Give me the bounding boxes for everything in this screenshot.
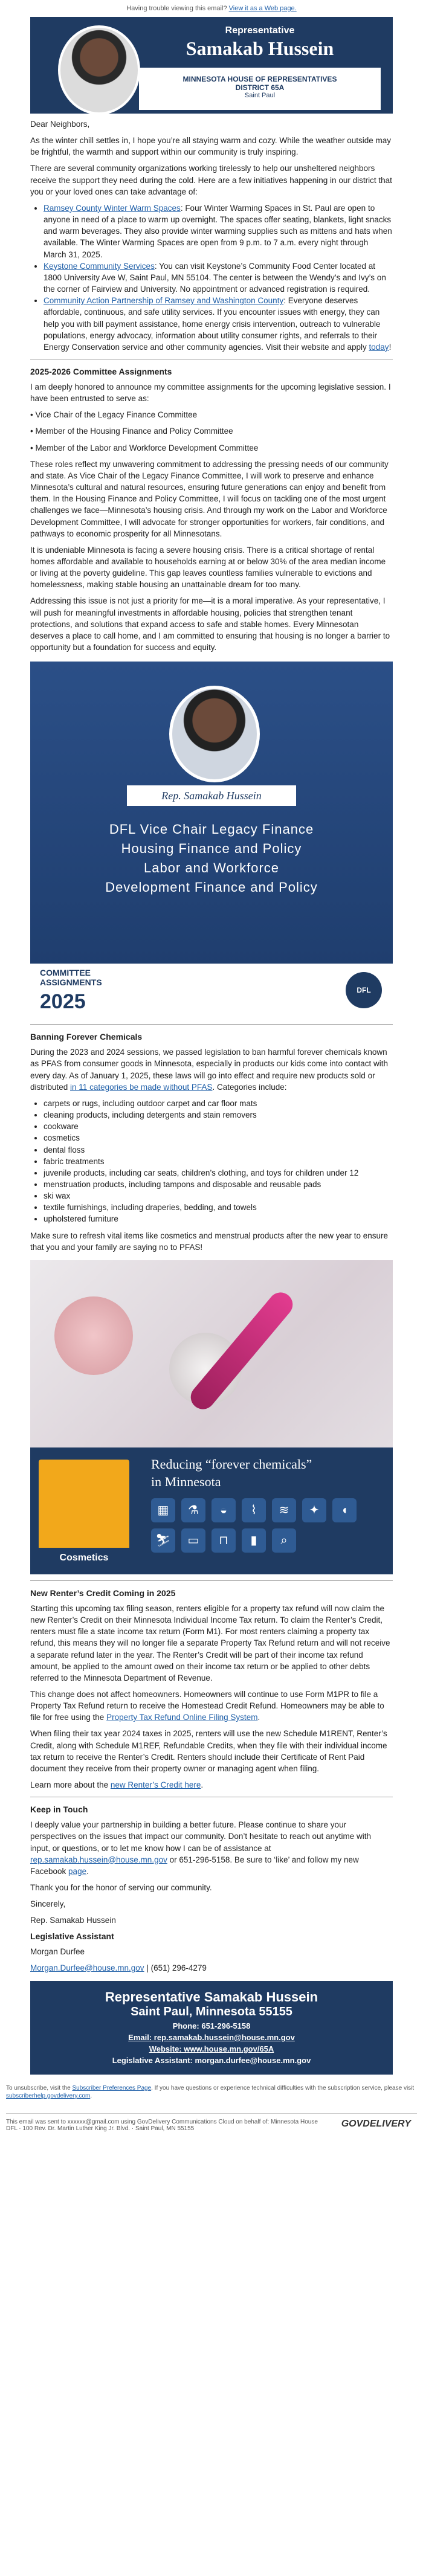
renter-p4b: . (201, 1780, 204, 1790)
renter-credit-link[interactable]: new Renter’s Credit here (110, 1780, 201, 1790)
committees-title: 2025-2026 Committee Assignments (30, 366, 172, 376)
blush-powder-icon (54, 1296, 133, 1375)
resource-list (30, 202, 393, 353)
capra-link[interactable]: Community Action Partnership of Ramsey and Washington County (44, 296, 284, 306)
list-item: • juvenile products, including car seats, children’s clothing, and toys for children under 12 (44, 1167, 393, 1179)
contact-p1c: . (86, 1866, 89, 1876)
renter-p3: When filing their tax year 2024 taxes in 2025, renters will use the new Schedule M1RENT, Renter’s Credit, along with Schedule M1REF, Refundable Credits, when they file with their individual income tax return to receive the Renter’s Credit. Renters should include their Certificate of Rent Paid document they receive from their property owner or managing agent when filing. (30, 1729, 387, 1773)
committee-item: • Member of the Labor and Workforce Development Committee (30, 443, 259, 452)
category-icons (151, 1498, 381, 1553)
renter-section (30, 1580, 393, 1791)
renter-p2b: . (257, 1713, 260, 1722)
pfas-banner-title1: Reducing “forever chemicals” (151, 1456, 312, 1472)
la-contact (30, 1962, 393, 1974)
list-item: • fabric treatments (44, 1156, 393, 1167)
pfas-banner-title2: in Minnesota (151, 1473, 221, 1489)
pfas-p1 (30, 1046, 393, 1093)
pfas-p1b: . Categories include: (212, 1082, 287, 1092)
rep-photo (58, 25, 140, 115)
footer-email (36, 2033, 387, 2042)
pfas-section (30, 1024, 393, 1253)
sofa-icon: ⊓ (212, 1528, 236, 1553)
keystone-link[interactable]: Keystone Community Services (44, 261, 155, 271)
floss-icon: ⌇ (242, 1498, 266, 1522)
pad-icon: ◖ (332, 1498, 357, 1522)
banner-committee: COMMITTEE (40, 968, 91, 978)
apply-today-link[interactable]: today (369, 342, 389, 352)
footer-email-link[interactable]: Email: rep.samakab.hussein@house.mn.gov (128, 2032, 295, 2042)
list-item-end: ! (389, 342, 392, 352)
email-body (30, 17, 393, 2075)
unsub-text-c: . (90, 2092, 92, 2099)
contact-p1 (30, 1819, 393, 1877)
ski-icon: ⛷ (151, 1528, 175, 1553)
pfas-banner-bottom (30, 1447, 393, 1574)
dfl-logo-icon: DFL (346, 972, 382, 1008)
pfas-p2: Make sure to refresh vital items like cosmetics and menstrual products after the new year to ensure that you and your family are saying no to PFAS! (30, 1231, 389, 1252)
pfas-list (30, 1098, 393, 1225)
contact-title: Keep in Touch (30, 1805, 88, 1815)
list-item (44, 295, 393, 353)
list-item: • menstruation products, including tampons and disposable and reusable pads (44, 1179, 393, 1190)
contact-p1a: I deeply value your partnership in building a better future. Please continue to share your perspectives on the issues that impact our community. Don’t hesitate to reach out anytime with input, or questions, or to let me know how I can be of assistance at (30, 1820, 372, 1853)
bottom-line (6, 2113, 417, 2143)
banner-titles (48, 820, 375, 897)
list-item-text: : Everyone deserves affordable, continuous, and safe utility services. If you encounter issues with energy, they can help you with bill payment assistance, home energy crisis intervention, outreach to vulnerable populations, energy advocacy, information about utility consumer rights, and referrals to their Energy Conservation service and other community agencies. Visit their website and apply (44, 296, 381, 352)
intro-p2: There are several community organizations working tirelessly to help our unsheltered neighbors receive the support they need during the cold. Here are a few initiatives happening in our district that you or your loved ones can take advantage of: (30, 164, 392, 196)
header-band (139, 68, 381, 110)
renter-p4a: Learn more about the (30, 1780, 111, 1790)
carpet-icon: ▦ (151, 1498, 175, 1522)
ptr-filing-link[interactable]: Property Tax Refund Online Filing System (106, 1713, 258, 1722)
committees-p2: These roles reflect my unwavering commitment to addressing the pressing needs of our community and state. As Vice Chair of the Legacy Finance Committee, I will work to preserve and enhance Minnesota’s cultural and natural resources, ensuring future generations can enjoy and benefit from them. In the Housing Finance and Policy Committee, I will focus on tackling one of the most urgent challenges we face—Minnesota’s housing crisis. And through my work on the Labor and Workforce Development Committee, I will advocate for stronger opportunities for workers, fair conditions, and pathways to economic prosperity for all Minnesotans. (30, 459, 389, 538)
footer-address: Saint Paul, Minnesota 55155 (131, 2004, 292, 2018)
facebook-link[interactable]: page (68, 1866, 87, 1876)
banner-line: DFL Vice Chair Legacy Finance (109, 822, 314, 837)
list-item: • dental floss (44, 1144, 393, 1156)
intro-p1: As the winter chill settles in, I hope you’re all staying warm and cozy. While the weather outside may be frightful, the warmth and support within our community is truly inspiring. (30, 136, 392, 157)
banner-line: Development Finance and Policy (105, 879, 318, 895)
list-item-text: : You can visit Keystone’s Community Food Center located at 1800 University Ave W, Saint Paul, MN 55104. The center is between the Wendy’s and Ivy’s on the corner of Fairview and University. No appointment or advanced registration is required. (44, 261, 386, 294)
la-email-link[interactable]: Morgan.Durfee@house.mn.gov (30, 1963, 144, 1972)
committee-banner-image (30, 662, 393, 1018)
renter-p2a: This change does not affect homeowners. Homeowners will continue to use Form M1PR to file a Property Tax Refund return to receive the Homestead Credit Refund. Homeowners may be able to file for free using the (30, 1690, 384, 1722)
pfas-banner-title (151, 1456, 381, 1490)
lipstick-icon: ▮ (242, 1528, 266, 1553)
banner-line: Labor and Workforce (143, 860, 280, 876)
header-rep-label: Representative (225, 25, 295, 36)
unsubscribe-note (6, 2084, 417, 2100)
sent-to-text: This email was sent to xxxxxx@gmail.com using GovDelivery Communications Cloud on behalf of: Minnesota House DFL · 100 Rev. Dr. Martin Luther King Jr. Blvd. · Saint Paul, MN 55155 (6, 2118, 318, 2132)
committee-item: • Member of the Housing Finance and Policy Committee (30, 427, 233, 436)
list-item: • ski wax (44, 1190, 393, 1202)
footer-website (36, 2044, 387, 2053)
cleaning-icon: ⚗ (181, 1498, 205, 1522)
pfas-title: Banning Forever Chemicals (30, 1032, 143, 1042)
web-version-link[interactable]: View it as a Web page. (228, 5, 297, 12)
bedding-icon: ▭ (181, 1528, 205, 1553)
header-name: Samakab Hussein (186, 37, 334, 59)
greeting: Dear Neighbors, (30, 120, 90, 129)
list-item: • textile furnishings, including draperies, bedding, and towels (44, 1202, 393, 1213)
committees-p1: I am deeply honored to announce my committee assignments for the upcoming legislative session. I have been entrusted to serve as: (30, 382, 391, 404)
banner-committee-label (40, 968, 102, 987)
renter-p2 (30, 1689, 393, 1723)
la-title: Legislative Assistant (30, 1931, 114, 1941)
header-banner (30, 17, 393, 114)
thanks: Thank you for the honor of serving our community. (30, 1883, 212, 1893)
unsub-text-b: . If you have questions or experience technical difficulties with the subscription service, please visit (151, 2084, 415, 2091)
contact-section (30, 1797, 393, 1974)
renter-p4 (30, 1779, 393, 1791)
pfas-banner-image (30, 1260, 393, 1574)
list-item-text: : Four Winter Warming Spaces in St. Paul are open to anyone in need of a place to warm up overnight. The spaces offer seating, blankets, light snacks and warm beverages. They also provide winter warming supplies such as mittens and hats when available. The Winter Warming Spaces are open from 9 p.m. to 7 a.m. every night through March 31, 2025. (44, 203, 392, 259)
govdelivery-logo: GOVDELIVERY (341, 2118, 411, 2129)
pfas-p1a: During the 2023 and 2024 sessions, we passed legislation to ban harmful forever chemicals known as PFAS from consumer goods in Minnesota, especially in products our kids come into contact with every day. As of January 1, 2025, these laws will go into effect and require new products sold or distributed (30, 1048, 389, 1092)
list-item: • cookware (44, 1121, 393, 1132)
signature: Rep. Samakab Hussein (30, 1916, 116, 1925)
list-item (44, 260, 393, 295)
contact-p1b: or 651-296-5158. Be sure to ‘like’ and follow my new Facebook (30, 1855, 359, 1876)
header-district: DISTRICT 65A (235, 83, 285, 92)
header-house: MINNESOTA HOUSE OF REPRESENTATIVES (182, 75, 337, 83)
toy-icon: ✦ (302, 1498, 326, 1522)
footer-box (30, 1981, 393, 2075)
footer-la: Legislative Assistant: morgan.durfee@house.mn.gov (112, 2055, 311, 2065)
header-city: Saint Paul (244, 92, 276, 99)
la-name: Morgan Durfee (30, 1946, 85, 1956)
banner-rep-photo (169, 686, 260, 782)
list-item: • cleaning products, including detergents and stain removers (44, 1109, 393, 1121)
renter-title: New Renter’s Credit Coming in 2025 (30, 1588, 176, 1598)
committees-p3: It is undeniable Minnesota is facing a severe housing crisis. There is a critical shortage of rental homes affordable and available to households earning at or below 30% of the area median income or living at the poverty guideline. This gap leaves countless families vulnerable to evictions and homelessness, making stable housing an unattainable dream for too many. (30, 545, 386, 590)
footer-name: Representative Samakab Hussein (105, 1989, 318, 2004)
search-icon: ⌕ (272, 1528, 296, 1553)
top-note-text: Having trouble viewing this email? (126, 5, 227, 12)
list-item (44, 202, 393, 260)
unsub-text-a: To unsubscribe, visit the (6, 2084, 73, 2091)
top-note (0, 0, 423, 17)
banner-rep-tag: Rep. Samakab Hussein (127, 785, 296, 806)
la-phone: | (651) 296-4279 (144, 1963, 207, 1972)
committees-p4: Addressing this issue is not just a priority for me—it is a moral imperative. As your representative, I will push for meaningful investments in affordable housing, policies that strengthen tenant protections, and solutions that expand access to safe and stable homes. Every Minnesotan deserves a place to call home, and I am committed to ensuring that housing is no longer a barrier to opportunity but a foundation for success and equity. (30, 596, 390, 652)
subscriber-preferences-link[interactable]: Subscriber Preferences Page (72, 2084, 152, 2091)
footer-website-link[interactable]: Website: www.house.mn.gov/65A (149, 2044, 274, 2053)
banner-line: Housing Finance and Policy (121, 841, 302, 857)
renter-p1: Starting this upcoming tax filing season, renters eligible for a property tax refund will now claim the new Renter’s Credit on their Minnesota Individual Income Tax return. To claim the Renter’s Credit, renters must file a state income tax return (Form M1). For most renters claiming a property tax refund, this means they will no longer file a separate Property Tax Refund return and will not receive a separate refund later in the year. The Renter’s Credit will be part of their income tax refund amount, be applied to the amount owed on their income tax return or be applied to other debts referred to the Minnesota Department of Revenue. (30, 1603, 390, 1682)
ramsey-link[interactable]: Ramsey County Winter Warm Spaces (44, 203, 181, 213)
fabric-icon: ≋ (272, 1498, 296, 1522)
sincerely: Sincerely, (30, 1899, 66, 1909)
rep-email-link[interactable]: rep.samakab.hussein@house.mn.gov (30, 1855, 167, 1864)
list-item: • upholstered furniture (44, 1213, 393, 1225)
pfas-categories-link[interactable]: in 11 categories be made without PFAS (70, 1082, 213, 1092)
committee-item: • Vice Chair of the Legacy Finance Committee (30, 410, 198, 420)
banner-footer (30, 964, 393, 1018)
footer-phone: Phone: 651-296-5158 (172, 2021, 251, 2030)
banner-assignments: ASSIGNMENTS (40, 977, 102, 987)
list-item: • carpets or rugs, including outdoor carpet and car floor mats (44, 1098, 393, 1109)
banner-year: 2025 (40, 990, 86, 1014)
cosmetics-label: Cosmetics (39, 1548, 129, 1568)
subscriber-help-link[interactable]: subscriberhelp.govdelivery.com (6, 2092, 91, 2099)
cookware-icon: ◒ (212, 1498, 236, 1522)
list-item: • cosmetics (44, 1132, 393, 1144)
committees-section (30, 359, 393, 653)
